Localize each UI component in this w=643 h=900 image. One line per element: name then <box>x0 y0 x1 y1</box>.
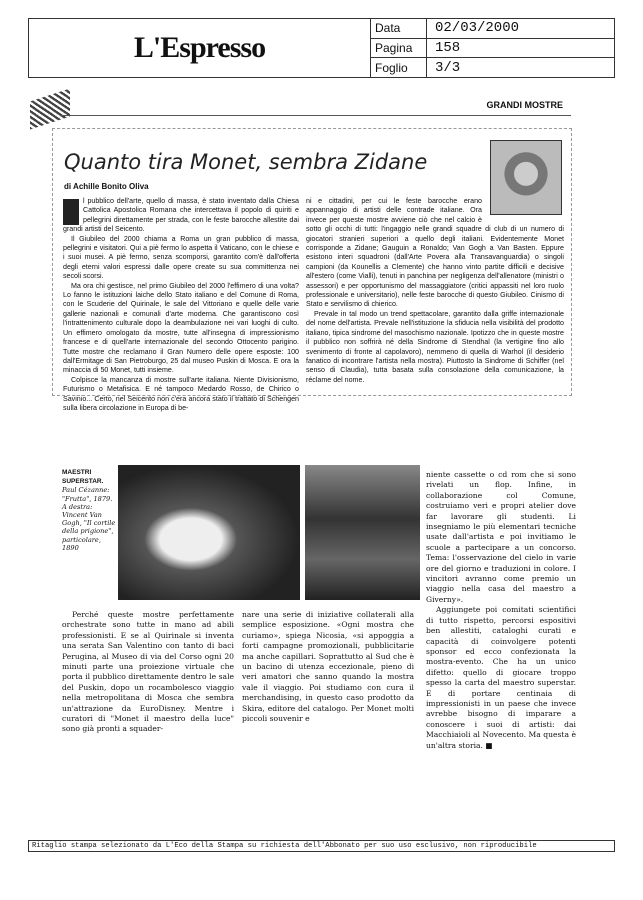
corner-stamp-icon <box>30 89 70 130</box>
meta-value: 02/03/2000 <box>435 20 520 37</box>
portrait-spacer <box>482 197 564 221</box>
meta-label: Pagina <box>371 39 427 58</box>
paragraph: Il Giubileo del 2000 chiama a Roma un gran pubblico di massa, pellegrini e visitatori. Qui a piè fermo lo aspetta il Vaticano, con le chiese e i suoi musei. A piè fermo, senza scomporsi, garantito com'è dall'offerta degli eterni valori espressi dalle opere create su sua committenza nei secoli scorsi. <box>63 234 299 281</box>
article-byline: di Achille Bonito Oliva <box>64 182 149 191</box>
body-column-3 <box>426 470 576 751</box>
paragraph: l pubblico dell'arte, quello di massa, è stato inventato dalla Chiesa Cattolica Apostolica Romana che intercettava il popolo di quiriti e pellegrini direttamente per strada, con le feste barocche allestite dai grandi artisti del Seicento. <box>63 197 299 234</box>
paragraph: Perché queste mostre perfettamente orchestrate sono tutte in mano ad abili professionisti. E se al Quirinale si inventa una serata San Valentino con tanto di baci Perugina, al Museo di via del Corso ogni 20 minuti parte una proiezione virtuale che porta il pubblico direttamente dentro le sale del Puskin, dopo un rocambolesco viaggio nella metropolitana di Mosca che sembra un'attrazione da EuroDisney. Mentre i curatori di "Monet il maestro della luce" sono già pronti a squader- <box>62 610 234 734</box>
clipping-meta <box>371 19 614 77</box>
clipping-footer: Ritaglio stampa selezionato da L'Eco della Stampa su richiesta dell'Abbonato per suo uso esclusivo, non riproducibile <box>28 840 615 852</box>
meta-value: 158 <box>435 40 461 56</box>
drop-cap <box>63 199 79 225</box>
publication-logo <box>29 19 371 77</box>
paragraph: Prevale in tal modo un trend spettacolare, garantito dalla griffe internazionale del nome dell'artista. Prevale nell'istituzione la sfiducia nella visibilità del prodotto italiano, tipica sindrome del masochismo nazionale. Ipotizzo che in queste mostre il pubblico non soffrirà né della Sindrome di Stendhal (la vertigine fino allo svenimento di fronte al capolavoro), nemmeno di quella di Warhol (il desiderio fanatico di incontrare l'artista nella mostra). Piuttosto la Sindrome di Schiffer (nel senso di Claudia), tutta basata sulla consolazione della comunicazione, la réclame del nome. <box>306 309 564 384</box>
section-label: GRANDI MOSTRE <box>486 100 563 110</box>
meta-page <box>371 39 614 59</box>
paragraph: ni e cittadini, per cui le feste barocche erano appannaggio di artisti delle contrade italiane. Ora invece per queste mostre avviene ciò che nel calcio è sotto gli occhi di tutti: l'ingaggio nelle grandi squadre di club di un numero di giocatori stranieri superiori a quello degli italiani. Evidentemente Monet corrisponde a Zidane; Gauguin a Ronaldo; Van Gogh a Van Basten. Eppure esistono interi squadroni (dall'Arte Povera alla Transavanguardia) o singoli campioni (da Kounellis a Clemente) che hanno vinto partite difficili e decisive all'estero (come Vialli), tenuti in panchina per negligenza dell'allenatore (ministri o assessori) e per opportunismo del massaggiatore (critici appassiti nel loro ruolo professionale e universitario), nelle feste barocche di questo Giubileo. Cinismo di Stato e servilismo di chierico. <box>306 197 564 309</box>
meta-label: Foglio <box>371 58 427 77</box>
clipping-header <box>28 18 615 78</box>
paragraph: niente cassette o cd rom che si sono rivelati un flop. Infine, in collaborazione col Comune, costruiamo veri e propri atelier dove far lavorare gli studenti. Li insegniamo le più elementari tecniche usate dall'artista e poi invitiamo le scuole a partecipare a un concorso. Tema: l'osservazione del cielo in varie ore del giorno e traduzioni in colore. I vincitori avranno come premio un viaggio nella casa del maestro a Giverny». <box>426 470 576 604</box>
van-gogh-painting-image <box>305 465 420 600</box>
paragraph: nare una serie di iniziative collaterali alla semplice esposizione. «Ogni mostra che curiamo», spiega Nicosia, «si appoggia a forti campagne promozionali, pubblicitarie ma anche capillari. Soprattutto al Sud che è un bacino di utenza eccezionale, pieno di veri amatori che sanno quando la mostra vale il viaggio. Poi studiamo con cura il merchandising, in questo caso prodotto da Skira, editore del catalogo. Per Monet molti piccoli souvenir e <box>242 610 414 724</box>
divider <box>60 115 571 116</box>
cezanne-painting-image <box>118 465 300 600</box>
meta-date <box>371 19 614 39</box>
meta-value: 3/3 <box>435 59 461 76</box>
paragraph: Aggiungete poi comitati scientifici di tutto rispetto, percorsi espositivi ben allestiti, cataloghi curati e capacità di coinvolgere potenti sponsor ed ecco confezionata la mostra-evento. Che ha un unico difetto: quello di giocare troppo spesso la carta del maestro superstar. E di portare centinaia di impressionisti in un paese che invece avrebbe bisogno di imparare a conoscere i suoi di artisti: dai Macchiaioli al Novecento. Ma questa è un'altra storia. ■ <box>426 605 576 750</box>
caption-heading: MAESTRI SUPERSTAR. <box>62 469 104 486</box>
logo-text: L'Espresso <box>133 31 266 64</box>
caption-text: Paul Cézanne: "Frutta", 1879. A destra: Vincent Van Gogh, "Il cortile della prigione", particolare, 1890 <box>62 486 116 552</box>
article-title: Quanto tira Monet, sembra Zidane <box>64 150 428 174</box>
photo-caption <box>62 468 116 552</box>
paragraph: Colpisce la mancanza di mostre sull'arte italiana. Niente Divisionismo, Futurismo o Metafisica. E né tampoco Medardo Rosso, de Chirico o Savinio... Certo, nel Seicento non c'era ancora stato il trattato di Schengen sulla libera circolazione in Europa di be- <box>63 375 299 412</box>
article-column-right <box>306 197 564 385</box>
body-column-1 <box>62 610 234 735</box>
meta-label: Data <box>371 19 427 38</box>
article-column-left <box>63 197 299 413</box>
meta-sheet <box>371 58 614 77</box>
paragraph: Ma ora chi gestisce, nel primo Giubileo del 2000 l'effimero di una volta? Lo fanno le istituzioni laiche dello Stato italiano e del Comune di Roma, con le Scuderie del Quirinale, le sale del Vittoriano e quelle delle varie gallerie nazionali e comunali d'arte moderna. Che garantiscono così l'intrattenimento culturale dopo la deambulazione nei vari luoghi di culto. Un effimero omologato da mostre, tutte all'insegna di impressionismo francese e di quell'arte internazionale del secondo Ottocento parigino. Tutte mostre che reclamano il Gran Numero delle opere esposte: 100 dall'Ermitage di San Pietroburgo, 25 dal museo Puskin di Mosca. E ora la minaccia di 50 Monet, tutti insieme. <box>63 281 299 375</box>
body-column-2 <box>242 610 414 724</box>
